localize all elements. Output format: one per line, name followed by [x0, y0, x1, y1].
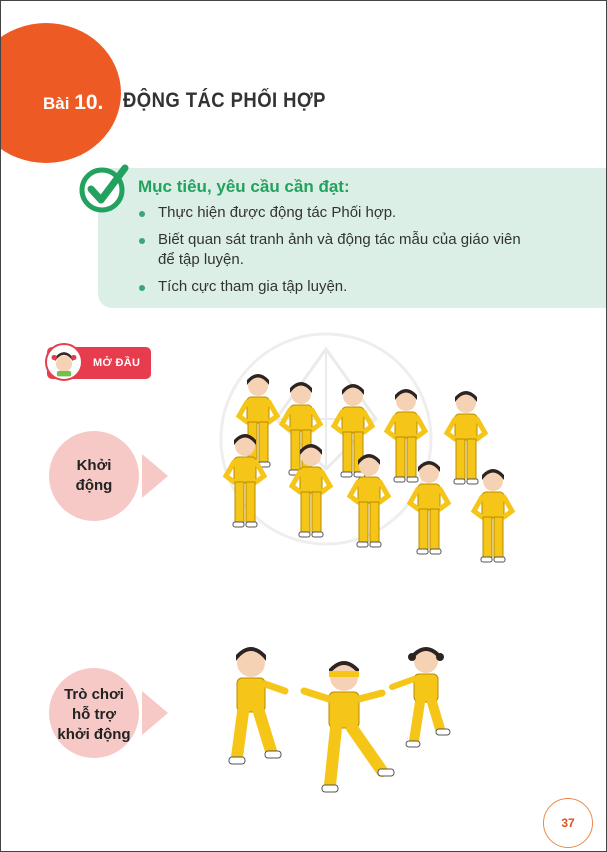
child-figure: [447, 391, 485, 484]
child-figure: [392, 647, 450, 747]
game-label-line1: Trò chơi: [64, 686, 124, 703]
goals-list: [131, 203, 531, 304]
lesson-number: [43, 91, 103, 115]
intro-badge-label: MỞ ĐẦU: [93, 357, 141, 369]
child-figure: [474, 469, 512, 562]
goal-item: Thực hiện được động tác Phối hợp.: [131, 203, 531, 223]
warmup-label-line2: động: [75, 477, 113, 494]
arrow-right-icon: [142, 454, 168, 498]
goal-item: Biết quan sát tranh ảnh và động tác mẫu của giáo viên để tập luyện.: [131, 230, 531, 270]
lesson-number-value: 10.: [74, 91, 104, 114]
game-illustration: [216, 641, 476, 806]
game-label-line3: khởi động: [57, 726, 131, 743]
page-number: 37: [543, 798, 593, 848]
game-label: [41, 685, 147, 745]
goals-heading: Mục tiêu, yêu cầu cần đạt:: [138, 177, 350, 196]
check-circle-icon: [75, 159, 133, 217]
child-avatar-icon: [45, 343, 83, 381]
goal-item: Tích cực tham gia tập luyện.: [131, 277, 531, 297]
child-figure: [226, 434, 264, 527]
warmup-label: [49, 456, 139, 496]
blindfolded-child-figure: [304, 661, 394, 792]
warmup-label-line1: Khởi: [76, 457, 112, 474]
child-figure: [229, 647, 285, 764]
game-label-line2: hỗ trợ: [72, 706, 116, 723]
lesson-prefix: Bài: [43, 94, 70, 113]
warmup-illustration: [201, 371, 531, 601]
lesson-title: ĐỘNG TÁC PHỐI HỢP: [123, 89, 326, 112]
